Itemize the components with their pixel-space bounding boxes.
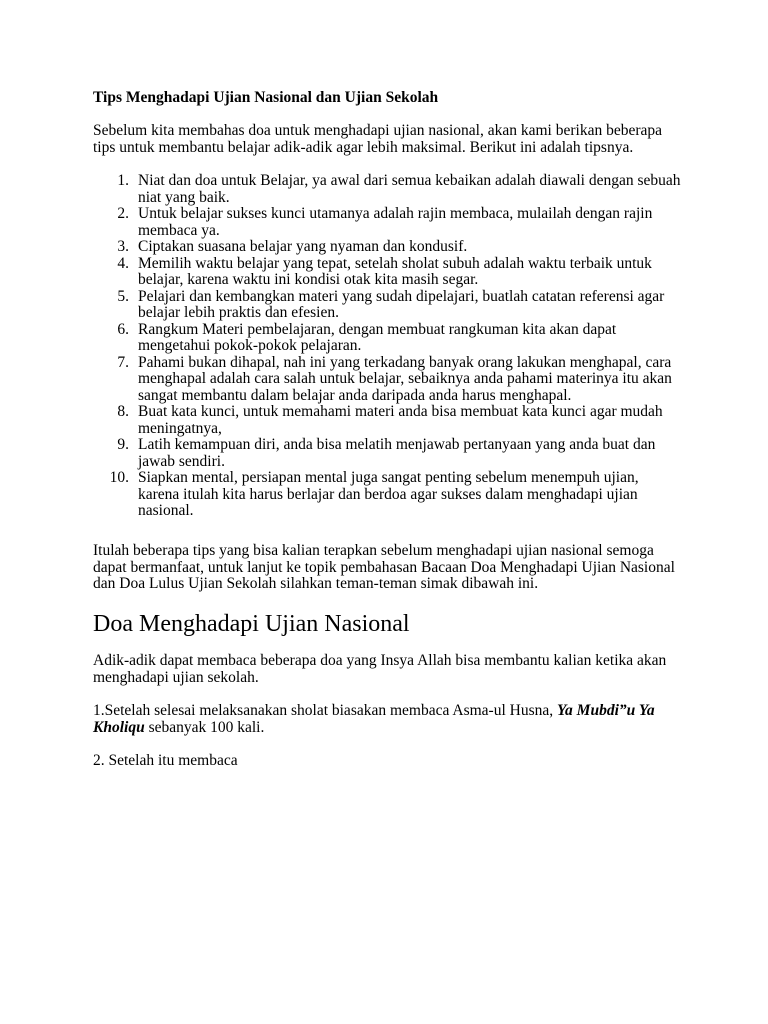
list-item bbox=[93, 239, 683, 256]
step-2-paragraph: 2. Setelah itu membaca bbox=[93, 752, 238, 769]
list-number: 6. bbox=[117, 320, 129, 338]
list-item bbox=[93, 437, 683, 470]
list-item-text: Untuk belajar sukses kunci utamanya adalah rajin membaca, mulailah dengan rajin membaca ya. bbox=[138, 205, 653, 239]
list-item-text: Pelajari dan kembangkan materi yang sudah dipelajari, buatlah catatan referensi agar belajar lebih praktis dan efesien. bbox=[138, 287, 665, 321]
list-item bbox=[93, 206, 683, 239]
list-number: 3. bbox=[117, 238, 129, 255]
list-item-text: Pahami bukan dihapal, nah ini yang terkadang banyak orang lakukan menghapal, cara menghapal adalah cara salah untuk belajar, sebaiknya anda pahami materinya itu akan sangat membantu dalam belajar anda daripada anda harus menghapal. bbox=[138, 353, 672, 404]
list-number: 10. bbox=[109, 469, 129, 486]
document-title: Tips Menghadapi Ujian Nasional dan Ujian Sekolah bbox=[93, 89, 439, 106]
step-1-prefix: 1.Setelah selesai melaksanakan sholat biasakan membaca Asma-ul Husna, bbox=[93, 702, 557, 719]
closing-paragraph: Itulah beberapa tips yang bisa kalian terapkan sebelum menghadapi ujian nasional semoga dapat bermanfaat, untuk lanjut ke topik pembahasan Bacaan Doa Menghadapi Ujian Nasional dan Doa Lulus Ujian Sekolah silahkan teman-teman simak dibawah ini. bbox=[93, 542, 675, 592]
list-number: 2. bbox=[117, 205, 129, 222]
list-number: 5. bbox=[117, 287, 129, 305]
list-item bbox=[93, 322, 683, 355]
list-item-text: Buat kata kunci, untuk memahami materi anda bisa membuat kata kunci agar mudah meningatnya, bbox=[138, 403, 663, 437]
list-item-text: Rangkum Materi pembelajaran, dengan membuat rangkuman kita akan dapat mengetahui pokok-pokok pelajaran. bbox=[138, 320, 617, 354]
tips-list bbox=[93, 173, 683, 520]
section-intro-paragraph: Adik-adik dapat membaca beberapa doa yang Insya Allah bisa membantu kalian ketika akan menghadapi ujian sekolah. bbox=[93, 652, 667, 686]
list-item bbox=[93, 289, 683, 322]
list-item bbox=[93, 355, 683, 405]
step-1-paragraph bbox=[93, 703, 683, 736]
list-item-text: Niat dan doa untuk Belajar, ya awal dari semua kebaikan adalah diawali dengan sebuah niat yang baik. bbox=[138, 172, 681, 206]
list-item-text: Siapkan mental, persiapan mental juga sangat penting sebelum menempuh ujian, karena itulah kita harus berlajar dan berdoa agar sukses dalam menghadapi ujian nasional. bbox=[138, 469, 639, 519]
list-item-text: Ciptakan suasana belajar yang nyaman dan kondusif. bbox=[138, 238, 468, 255]
list-number: 7. bbox=[117, 353, 129, 371]
list-item bbox=[93, 173, 683, 206]
list-item-text: Memilih waktu belajar yang tepat, setelah sholat subuh adalah waktu terbaik untuk belajar, karena waktu ini kondisi otak kita masih segar. bbox=[138, 254, 652, 288]
list-number: 8. bbox=[117, 403, 129, 420]
list-item bbox=[93, 470, 683, 520]
asmaul-husna-emphasis: Ya Mubdi”u Ya Kholiqu bbox=[93, 702, 655, 736]
list-item bbox=[93, 256, 683, 289]
list-number: 1. bbox=[117, 172, 129, 189]
intro-paragraph: Sebelum kita membahas doa untuk menghadapi ujian nasional, akan kami berikan beberapa tips untuk membantu belajar adik-adik agar lebih maksimal. Berikut ini adalah tipsnya. bbox=[93, 122, 663, 156]
section-heading: Doa Menghadapi Ujian Nasional bbox=[93, 611, 410, 637]
step-1-suffix: sebanyak 100 kali. bbox=[144, 718, 265, 736]
list-item bbox=[93, 404, 683, 437]
list-number: 9. bbox=[117, 436, 129, 453]
list-number: 4. bbox=[117, 254, 129, 272]
list-item-text: Latih kemampuan diri, anda bisa melatih menjawab pertanyaan yang anda buat dan jawab sendiri. bbox=[138, 436, 656, 470]
